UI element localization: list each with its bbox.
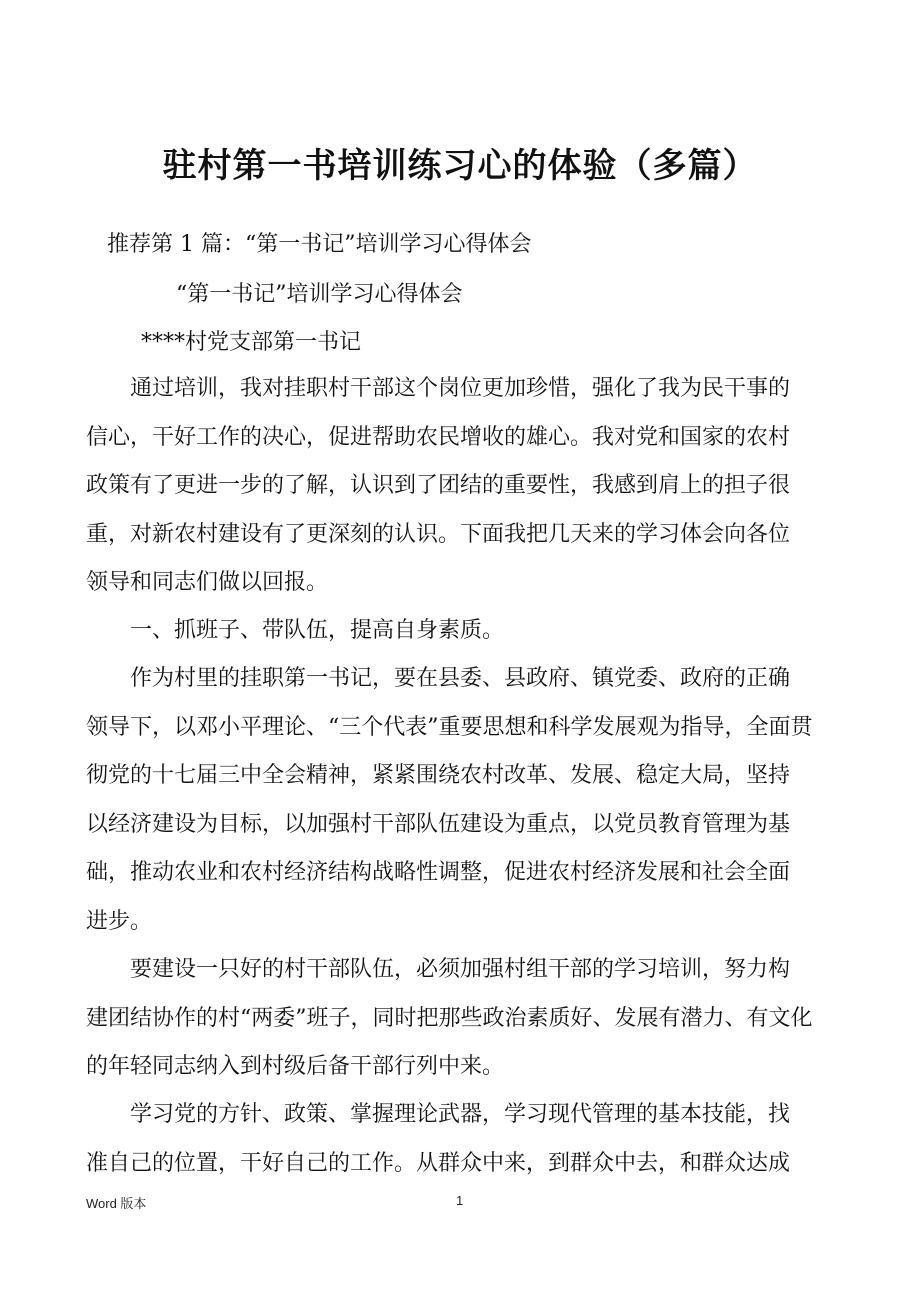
paragraph-line: 要建设一只好的村干部队伍，必须加强村组干部的学习培训，努力构: [130, 957, 791, 982]
paragraph-line: 重，对新农村建设有了更深刻的认识。下面我把几天来的学习体会向各位: [86, 521, 791, 547]
paragraph-5: [86, 1091, 838, 1188]
paragraph-line: 领导下，以邓小平理论、“三个代表”重要思想和科学发展观为指导，全面贯: [86, 714, 813, 740]
section-heading: [86, 607, 838, 656]
paragraph-line: 作为村里的挂职第一书记，要在县委、县政府、镇党委、政府的正确: [130, 666, 791, 691]
paragraph-4: [86, 946, 838, 1092]
paragraph-1: [86, 365, 838, 607]
article-title: “第一书记”培训学习心得体会: [176, 282, 463, 307]
paragraph-line: 政策有了更进一步的了解，认识到了团结的重要性，我感到肩上的担子很: [86, 473, 791, 498]
paragraph-3: [86, 655, 838, 946]
recommend-line: 推荐第 1 篇：“第一书记”培训学习心得体会: [107, 232, 532, 257]
paragraph-line: 彻党的十七届三中全会精神，紧紧围绕农村改革、发展、稳定大局，坚持: [86, 763, 791, 788]
document-title: 驻村第一书培训练习心的体验（多篇）: [162, 146, 758, 186]
paragraph-line: 以经济建设为目标，以加强村干部队伍建设为重点，以党员教育管理为基: [86, 811, 791, 837]
paragraph-line: 学习党的方针、政策、掌握理论武器，学习现代管理的基本技能，找: [130, 1102, 791, 1127]
footer-label: Word 版本: [86, 1196, 147, 1211]
paragraph-line: 信心，干好工作的决心，促进帮助农民增收的雄心。我对党和国家的农村: [86, 424, 791, 450]
paragraph-line: 领导和同志们做以回报。: [86, 570, 329, 595]
paragraph-line: 础，推动农业和农村经济结构战略性调整，促进农村经济发展和社会全面: [86, 860, 791, 885]
paragraph-line: 通过培训，我对挂职村干部这个岗位更加珍惜，强化了我为民干事的: [130, 376, 791, 401]
paragraph-line: 建团结协作的村“两委”班子，同时把那些政治素质好、发展有潜力、有文化: [86, 1005, 813, 1031]
paragraph-line: 进步。: [86, 908, 153, 934]
author-line: ****村党支部第一书记: [141, 330, 362, 355]
paragraph-line: 的年轻同志纳入到村级后备干部行列中来。: [86, 1054, 505, 1079]
paragraph-line: 一、抓班子、带队伍，提高自身素质。: [130, 618, 505, 643]
paragraph-line: 准自己的位置，干好自己的工作。从群众中来，到群众中去，和群众达成: [86, 1150, 791, 1176]
page-number: 1: [456, 1193, 464, 1208]
